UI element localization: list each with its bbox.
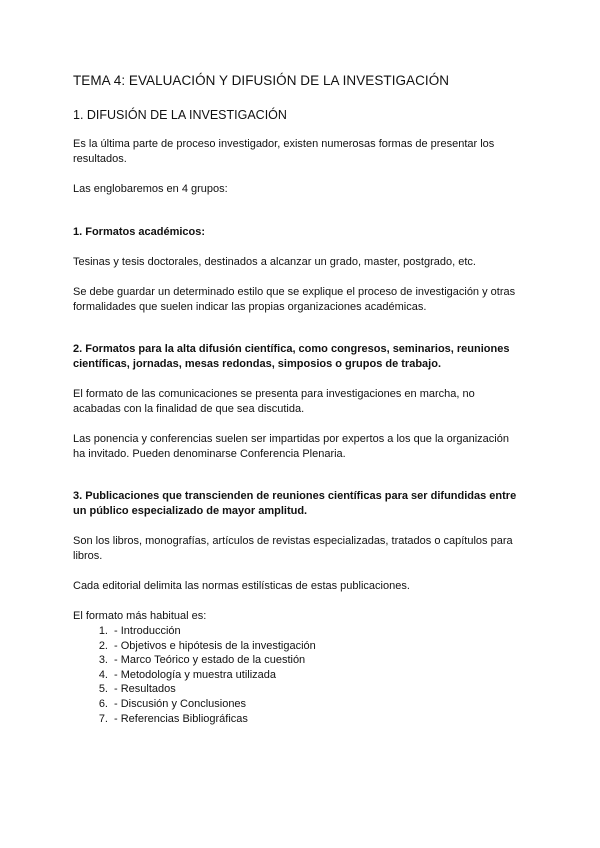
list-item-text: - Metodología y muestra utilizada (114, 668, 277, 681)
group-paragraph: Tesinas y tesis doctorales, destinados a alcanzar un grado, master, postgrado, etc. (73, 256, 476, 268)
document-title: TEMA 4: EVALUACIÓN Y DIFUSIÓN DE LA INVESTIGACIÓN (73, 73, 450, 88)
list-item (91, 639, 520, 654)
list-item (91, 682, 520, 697)
list-item (91, 624, 520, 639)
intro-paragraph: Es la última parte de proceso investigador, existen numerosas formas de presentar los resultados. (73, 138, 495, 165)
list-item-number: 1. (98, 625, 108, 637)
format-list (73, 624, 520, 726)
group-paragraph: Las ponencia y conferencias suelen ser impartidas por expertos a los que la organización ha invitado. Pueden denominarse Conferencia Plenaria. (73, 433, 509, 460)
intro-paragraph: Las englobaremos en 4 grupos: (73, 183, 228, 195)
list-item-number: 3. (98, 654, 108, 667)
list-item-text: - Introducción (114, 625, 181, 637)
list-item-text: - Resultados (114, 683, 176, 696)
group-paragraph: Cada editorial delimita las normas estilísticas de estas publicaciones. (73, 580, 410, 592)
group-heading: 1. Formatos académicos: (73, 226, 206, 238)
list-item-number: 4. (98, 668, 108, 681)
list-item-number: 2. (98, 639, 108, 652)
list-item-text: - Referencias Bibliográficas (114, 712, 248, 725)
list-item-number: 6. (98, 697, 108, 710)
list-item (91, 653, 520, 668)
group-paragraph: Se debe guardar un determinado estilo que se explique el proceso de investigación y otras formalidades que suelen indicar las propias organizaciones académicas. (73, 286, 516, 313)
group-paragraph: Son los libros, monografías, artículos de revistas especializadas, tratados o capítulos para libros. (73, 535, 513, 562)
list-item-number: 7. (98, 712, 108, 725)
list-item (91, 668, 520, 683)
list-item-number: 5. (98, 683, 108, 696)
group-heading: 3. Publicaciones que transcienden de reuniones científicas para ser difundidas entre un público especializado de mayor amplitud. (73, 490, 517, 517)
list-item-text: - Objetivos e hipótesis de la investigación (114, 639, 316, 652)
list-item (91, 712, 520, 727)
list-intro: El formato más habitual es: (73, 610, 207, 622)
list-item (91, 697, 520, 712)
group-heading: 2. Formatos para la alta difusión científica, como congresos, seminarios, reuniones científicas, jornadas, mesas redondas, simposios o grupos de trabajo. (73, 343, 510, 370)
list-item-text: - Marco Teórico y estado de la cuestión (114, 654, 306, 667)
group-paragraph: El formato de las comunicaciones se presenta para investigaciones en marcha, no acabadas con la finalidad de que sea discutida. (73, 388, 475, 415)
section-heading: 1. DIFUSIÓN DE LA INVESTIGACIÓN (73, 108, 287, 122)
list-item-text: - Discusión y Conclusiones (114, 697, 247, 710)
